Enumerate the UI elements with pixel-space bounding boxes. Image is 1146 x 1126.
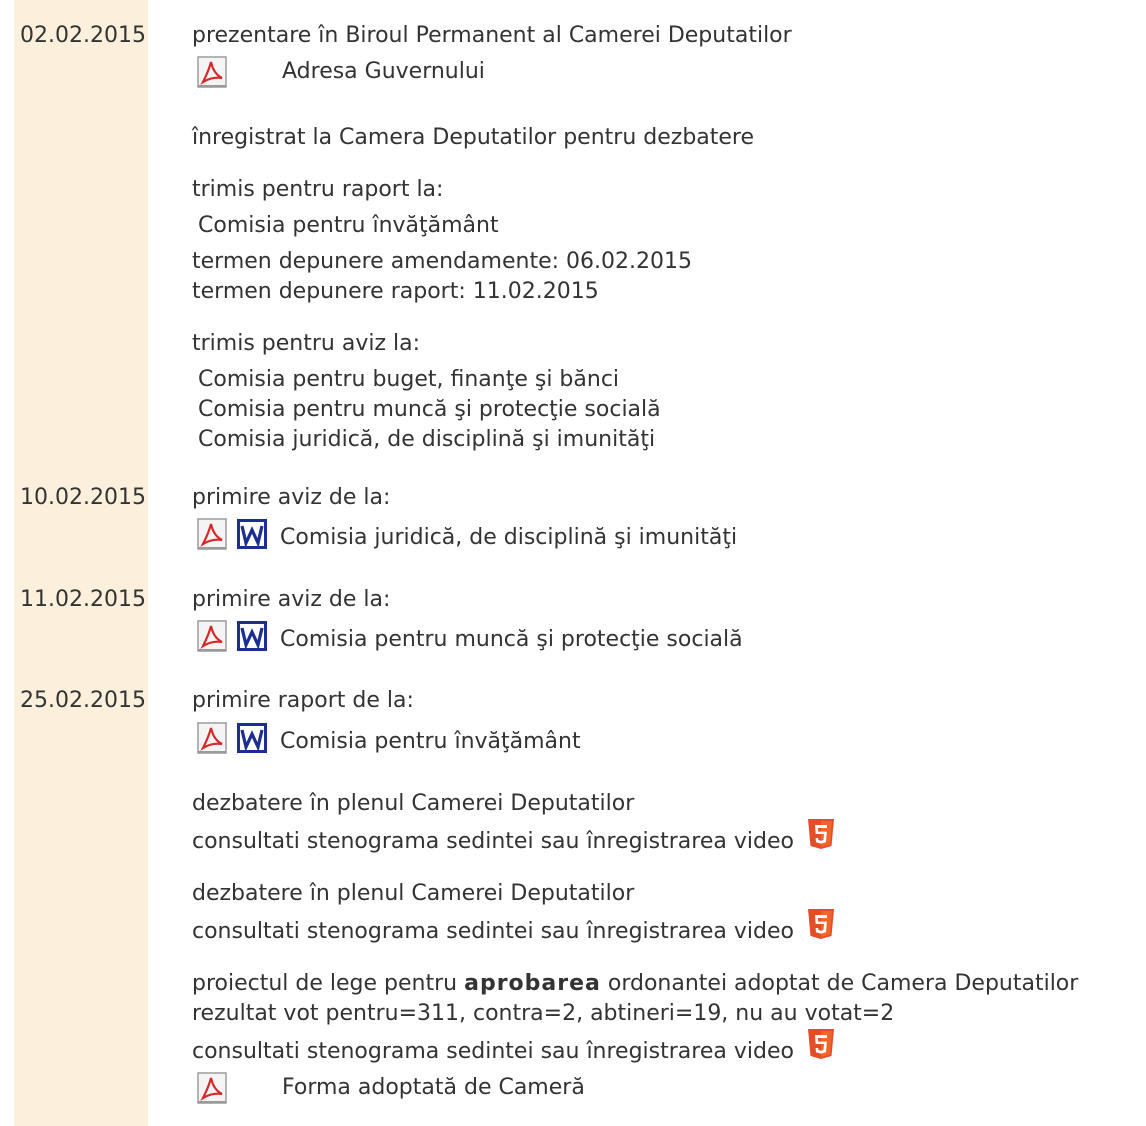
pdf-icon[interactable] [196,518,228,550]
transcript-text[interactable]: consultati stenograma sedintei sau înregistrarea video [192,829,794,854]
event-text: dezbatere în plenul Camerei Deputatilor [192,881,635,906]
pdf-icon[interactable] [196,56,228,88]
entry-date: 11.02.2015 [20,587,146,612]
word-icon[interactable] [236,518,268,550]
event-text: primire aviz de la: [192,485,391,510]
vote-text-bold: aprobarea [464,971,601,996]
transcript-text[interactable]: consultati stenograma sedintei sau înregistrarea video [192,1039,794,1064]
entry-date: 25.02.2015 [20,688,146,713]
event-text: înregistrat la Camera Deputatilor pentru dezbatere [192,125,755,150]
event-text: trimis pentru raport la: [192,177,444,202]
event-text: prezentare în Biroul Permanent al Camerei Deputatilor [192,23,792,48]
committee-link[interactable]: Comisia pentru învăţământ [280,729,581,754]
vote-result: rezultat vot pentru=311, contra=2, abtineri=19, nu au votat=2 [192,1001,895,1026]
entry-date: 02.02.2015 [20,23,146,48]
event-text: trimis pentru aviz la: [192,331,420,356]
vote-text [192,970,1078,998]
html5-video-icon[interactable] [805,1028,837,1060]
html5-video-icon[interactable] [805,908,837,940]
date-column [14,0,148,1126]
event-text: primire raport de la: [192,688,414,713]
doc-link[interactable]: Forma adoptată de Cameră [282,1075,585,1100]
vote-text-post: ordonantei adoptat de Camera Deputatilor [600,971,1079,996]
entry-date: 10.02.2015 [20,485,146,510]
event-text: primire aviz de la: [192,587,391,612]
committee-link[interactable]: Comisia juridică, de disciplină şi imunităţi [280,525,738,550]
deadline-text: termen depunere amendamente: 06.02.2015 [192,249,692,274]
event-text: dezbatere în plenul Camerei Deputatilor [192,791,635,816]
committee-link[interactable]: Comisia juridică, de disciplină şi imunităţi [198,427,656,452]
committee-link[interactable]: Comisia pentru muncă şi protecţie socială [198,397,661,422]
deadline-text: termen depunere raport: 11.02.2015 [192,279,599,304]
committee-link[interactable]: Comisia pentru învăţământ [198,213,499,238]
pdf-icon[interactable] [196,620,228,652]
pdf-icon[interactable] [196,1072,228,1104]
html5-video-icon[interactable] [805,818,837,850]
vote-text-pre: proiectul de lege pentru [192,971,465,996]
committee-link[interactable]: Comisia pentru buget, finanţe şi bănci [198,367,620,392]
pdf-icon[interactable] [196,722,228,754]
transcript-text[interactable]: consultati stenograma sedintei sau înregistrarea video [192,919,794,944]
word-icon[interactable] [236,722,268,754]
doc-link[interactable]: Adresa Guvernului [282,59,485,84]
committee-link[interactable]: Comisia pentru muncă şi protecţie socială [280,627,743,652]
word-icon[interactable] [236,620,268,652]
